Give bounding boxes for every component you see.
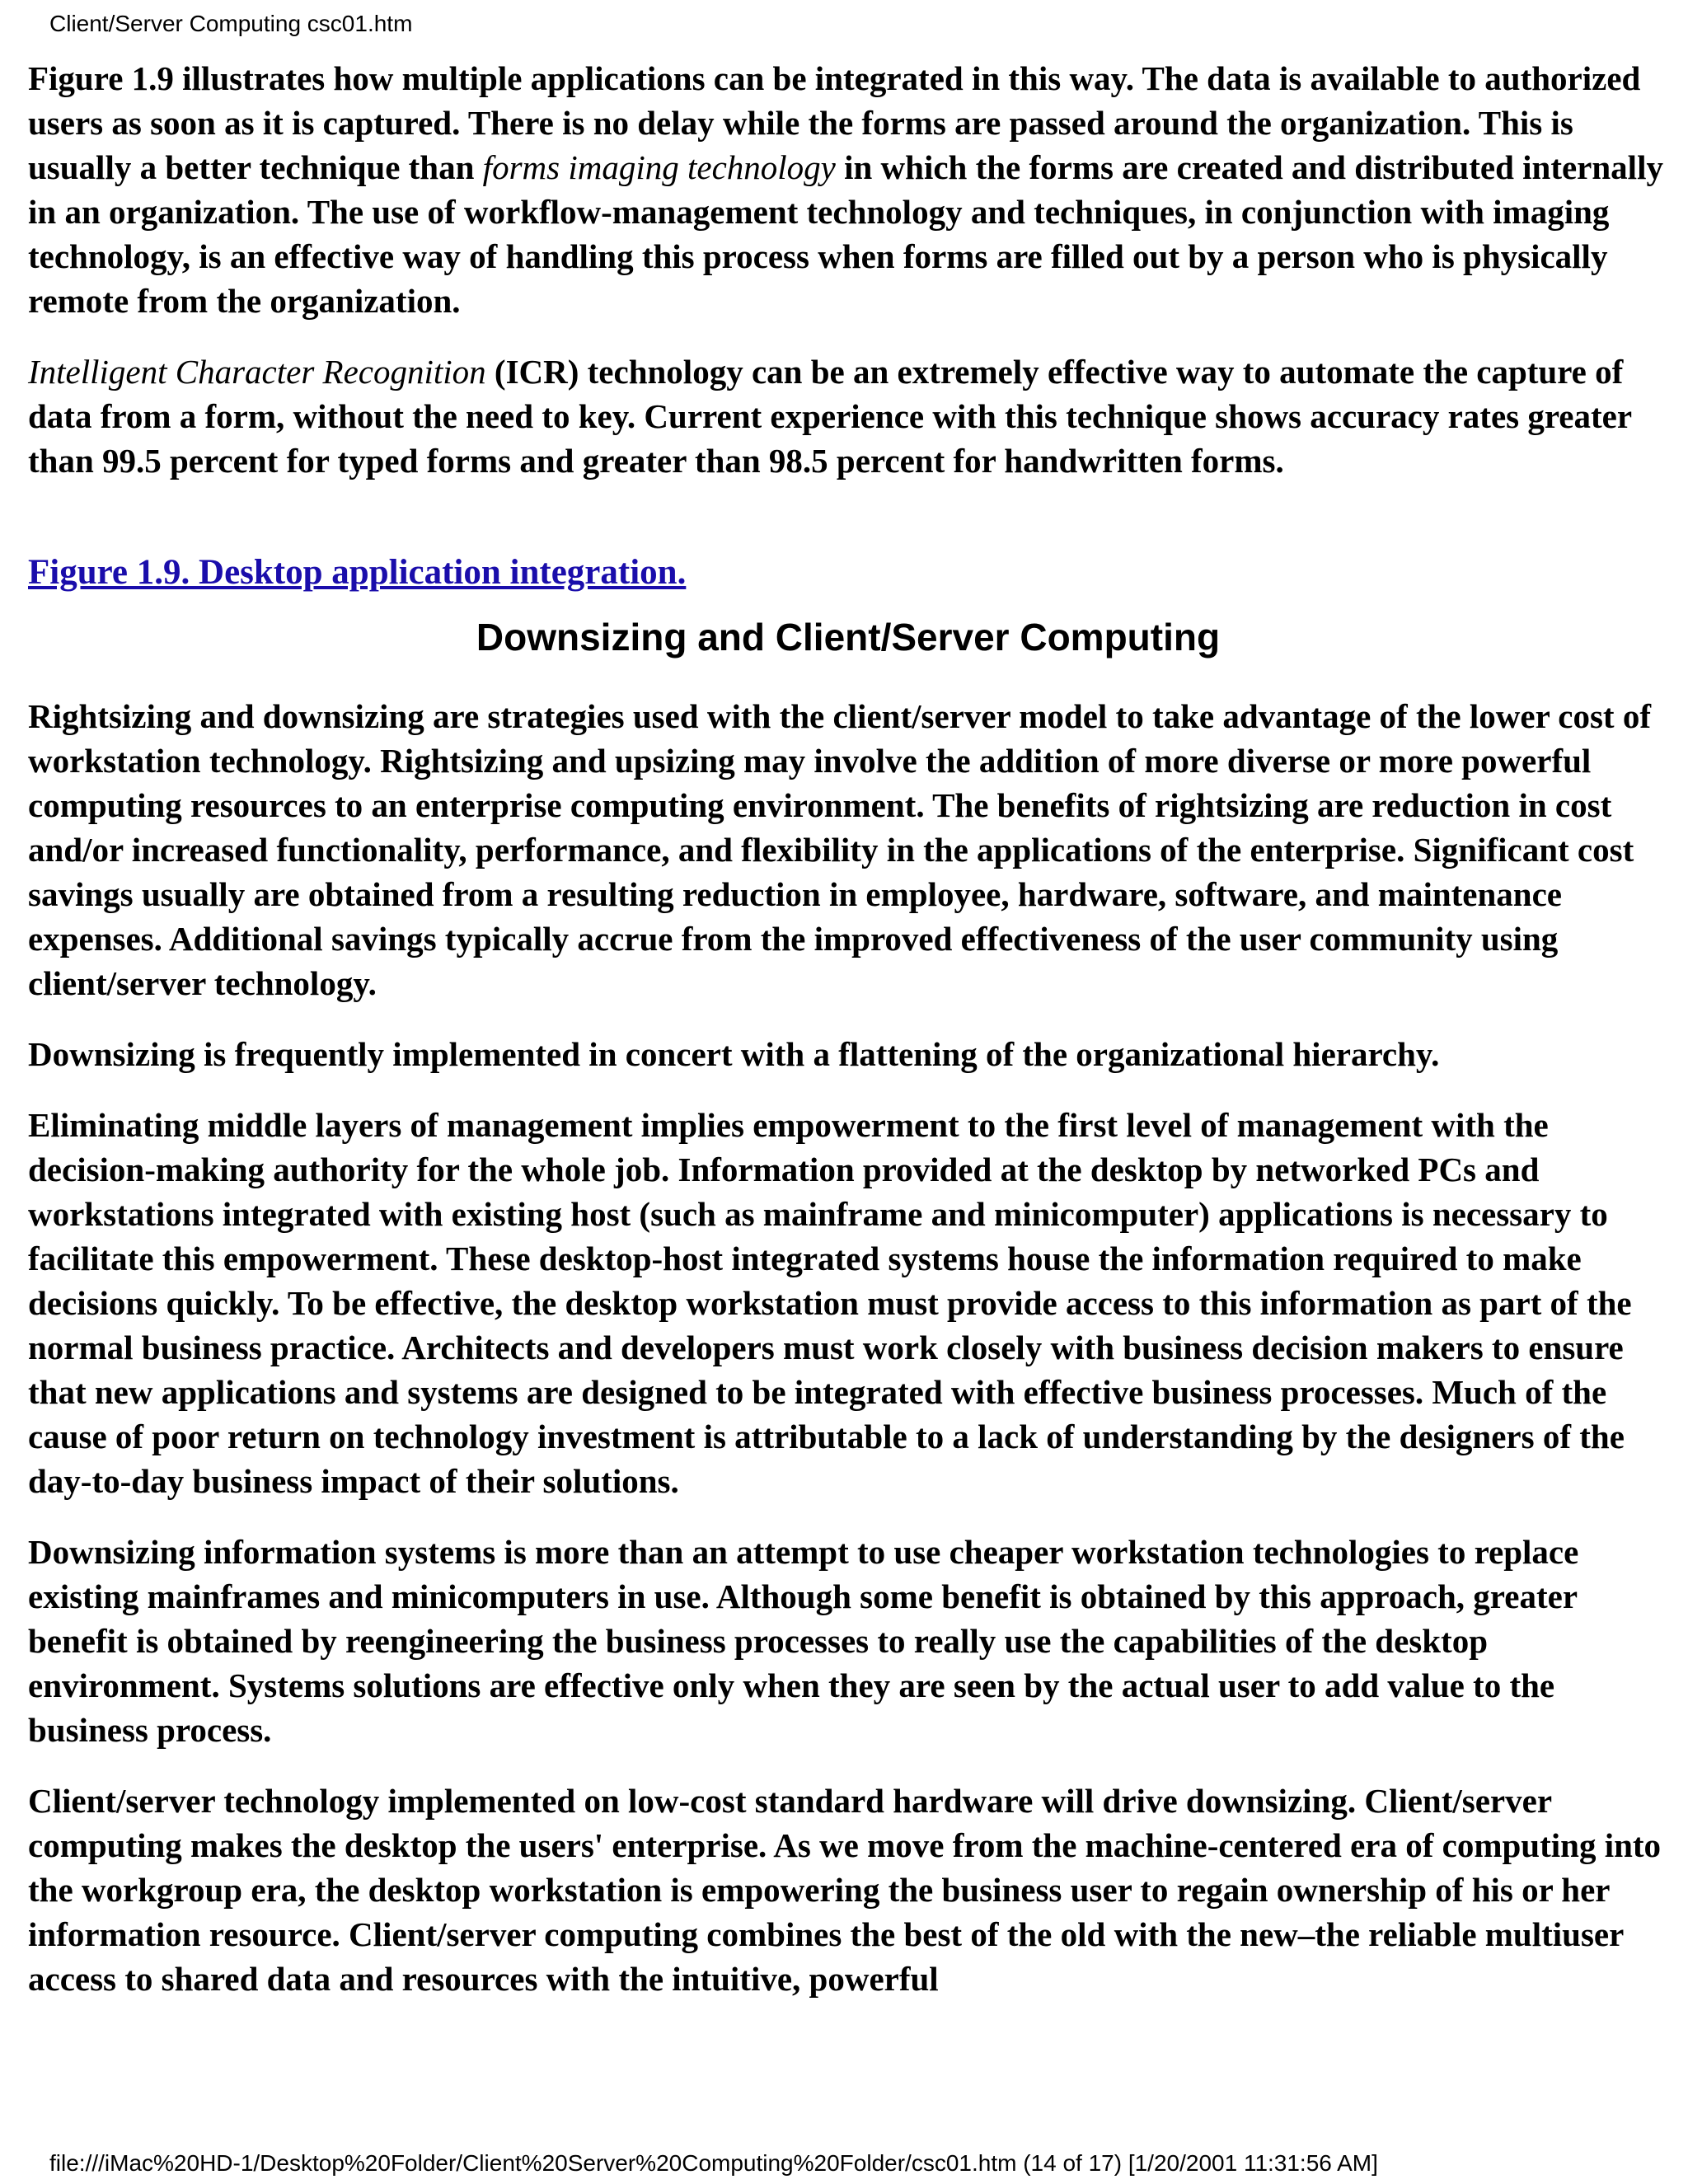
page-footer: file:///iMac%20HD-1/Desktop%20Folder/Client%20Server%20Computing%20Folder/csc01.htm (14 of 17) [1/20/2001 11:31:56 AM] xyxy=(49,2150,1378,2176)
document-body xyxy=(28,56,1668,2027)
paragraph-client-server: Client/server technology implemented on low-cost standard hardware will drive downsizing. Client/server computing makes the desktop the users' enterprise. As we move from the machine-centered era of computing into the workgroup era, the desktop workstation is empowering the business user to regain ownership of his or her information resource. Client/server computing combines the best of the old with the new–the reliable multiuser access to shared data and resources with the intuitive, powerful xyxy=(28,1782,1662,1998)
italic-term: forms imaging technology xyxy=(482,148,836,186)
paragraph-empowerment: Eliminating middle layers of management implies empowerment to the first level of management with the decision-making authority for the whole job. Information provided at the desktop by networked PCs and workstations integrated with existing host (such as mainframe and minicomputer) applications is necessary to facilitate this empowerment. These desktop-host integrated systems house the information required to make decisions quickly. To be effective, the desktop workstation must provide access to this information as part of the normal business practice. Architects and developers must work closely with business decision makers to ensure that new applications and systems are designed to be integrated with effective business processes. Much of the cause of poor return on technology investment is attributable to a lack of understanding by the designers of the day-to-day business impact of their solutions. xyxy=(28,1106,1632,1500)
paragraph-text: in which the forms are created and distributed internally in an organization. The use of workflow-management technology and techniques, in conjunction with imaging technology, is an effective way of handling this process when forms are filled out by a person who is physically remote from the organization. xyxy=(28,148,1663,320)
section-heading: Downsizing and Client/Server Computing xyxy=(476,616,1221,658)
paragraph-icr xyxy=(28,349,1668,483)
paragraph-text: (ICR) technology can be an extremely effective way to automate the capture of data from a form, without the need to key. Current experience with this technique shows accuracy rates greater than 99.5 percent for typed forms and greater than 98.5 percent for handwritten forms. xyxy=(28,353,1632,480)
italic-term: Intelligent Character Recognition xyxy=(28,353,486,391)
paragraph-downsizing-systems: Downsizing information systems is more than an attempt to use cheaper workstation technologies to replace existing mainframes and minicomputers in use. Although some benefit is obtained by this approach, greater benefit is obtained by reengineering the business processes to really use the capabilities of the desktop environment. Systems solutions are effective only when they are seen by the actual user to add value to the business process. xyxy=(28,1533,1579,1749)
paragraph-downsizing-hierarchy: Downsizing is frequently implemented in concert with a flattening of the organizational hierarchy. xyxy=(28,1035,1440,1073)
page-header: Client/Server Computing csc01.htm xyxy=(49,11,413,36)
paragraph-rightsizing: Rightsizing and downsizing are strategies used with the client/server model to take advantage of the lower cost of workstation technology. Rightsizing and upsizing may involve the addition of more diverse or more powerful computing resources to an enterprise computing environment. The benefits of rightsizing are reduction in cost and/or increased functionality, performance, and flexibility in the applications of the enterprise. Significant cost savings usually are obtained from a resulting reduction in employee, hardware, software, and maintenance expenses. Additional savings typically accrue from the improved effectiveness of the user community using client/server technology. xyxy=(28,697,1651,1002)
paragraph-text: Figure 1.9 illustrates how multiple applications can be integrated in this way. The data is available to authorized users as soon as it is captured. There is no delay while the forms are passed around the organization. This is usually a better technique than xyxy=(28,59,1641,186)
paragraph-figure-intro xyxy=(28,56,1668,323)
figure-link[interactable]: Figure 1.9. Desktop application integration. xyxy=(28,553,687,592)
